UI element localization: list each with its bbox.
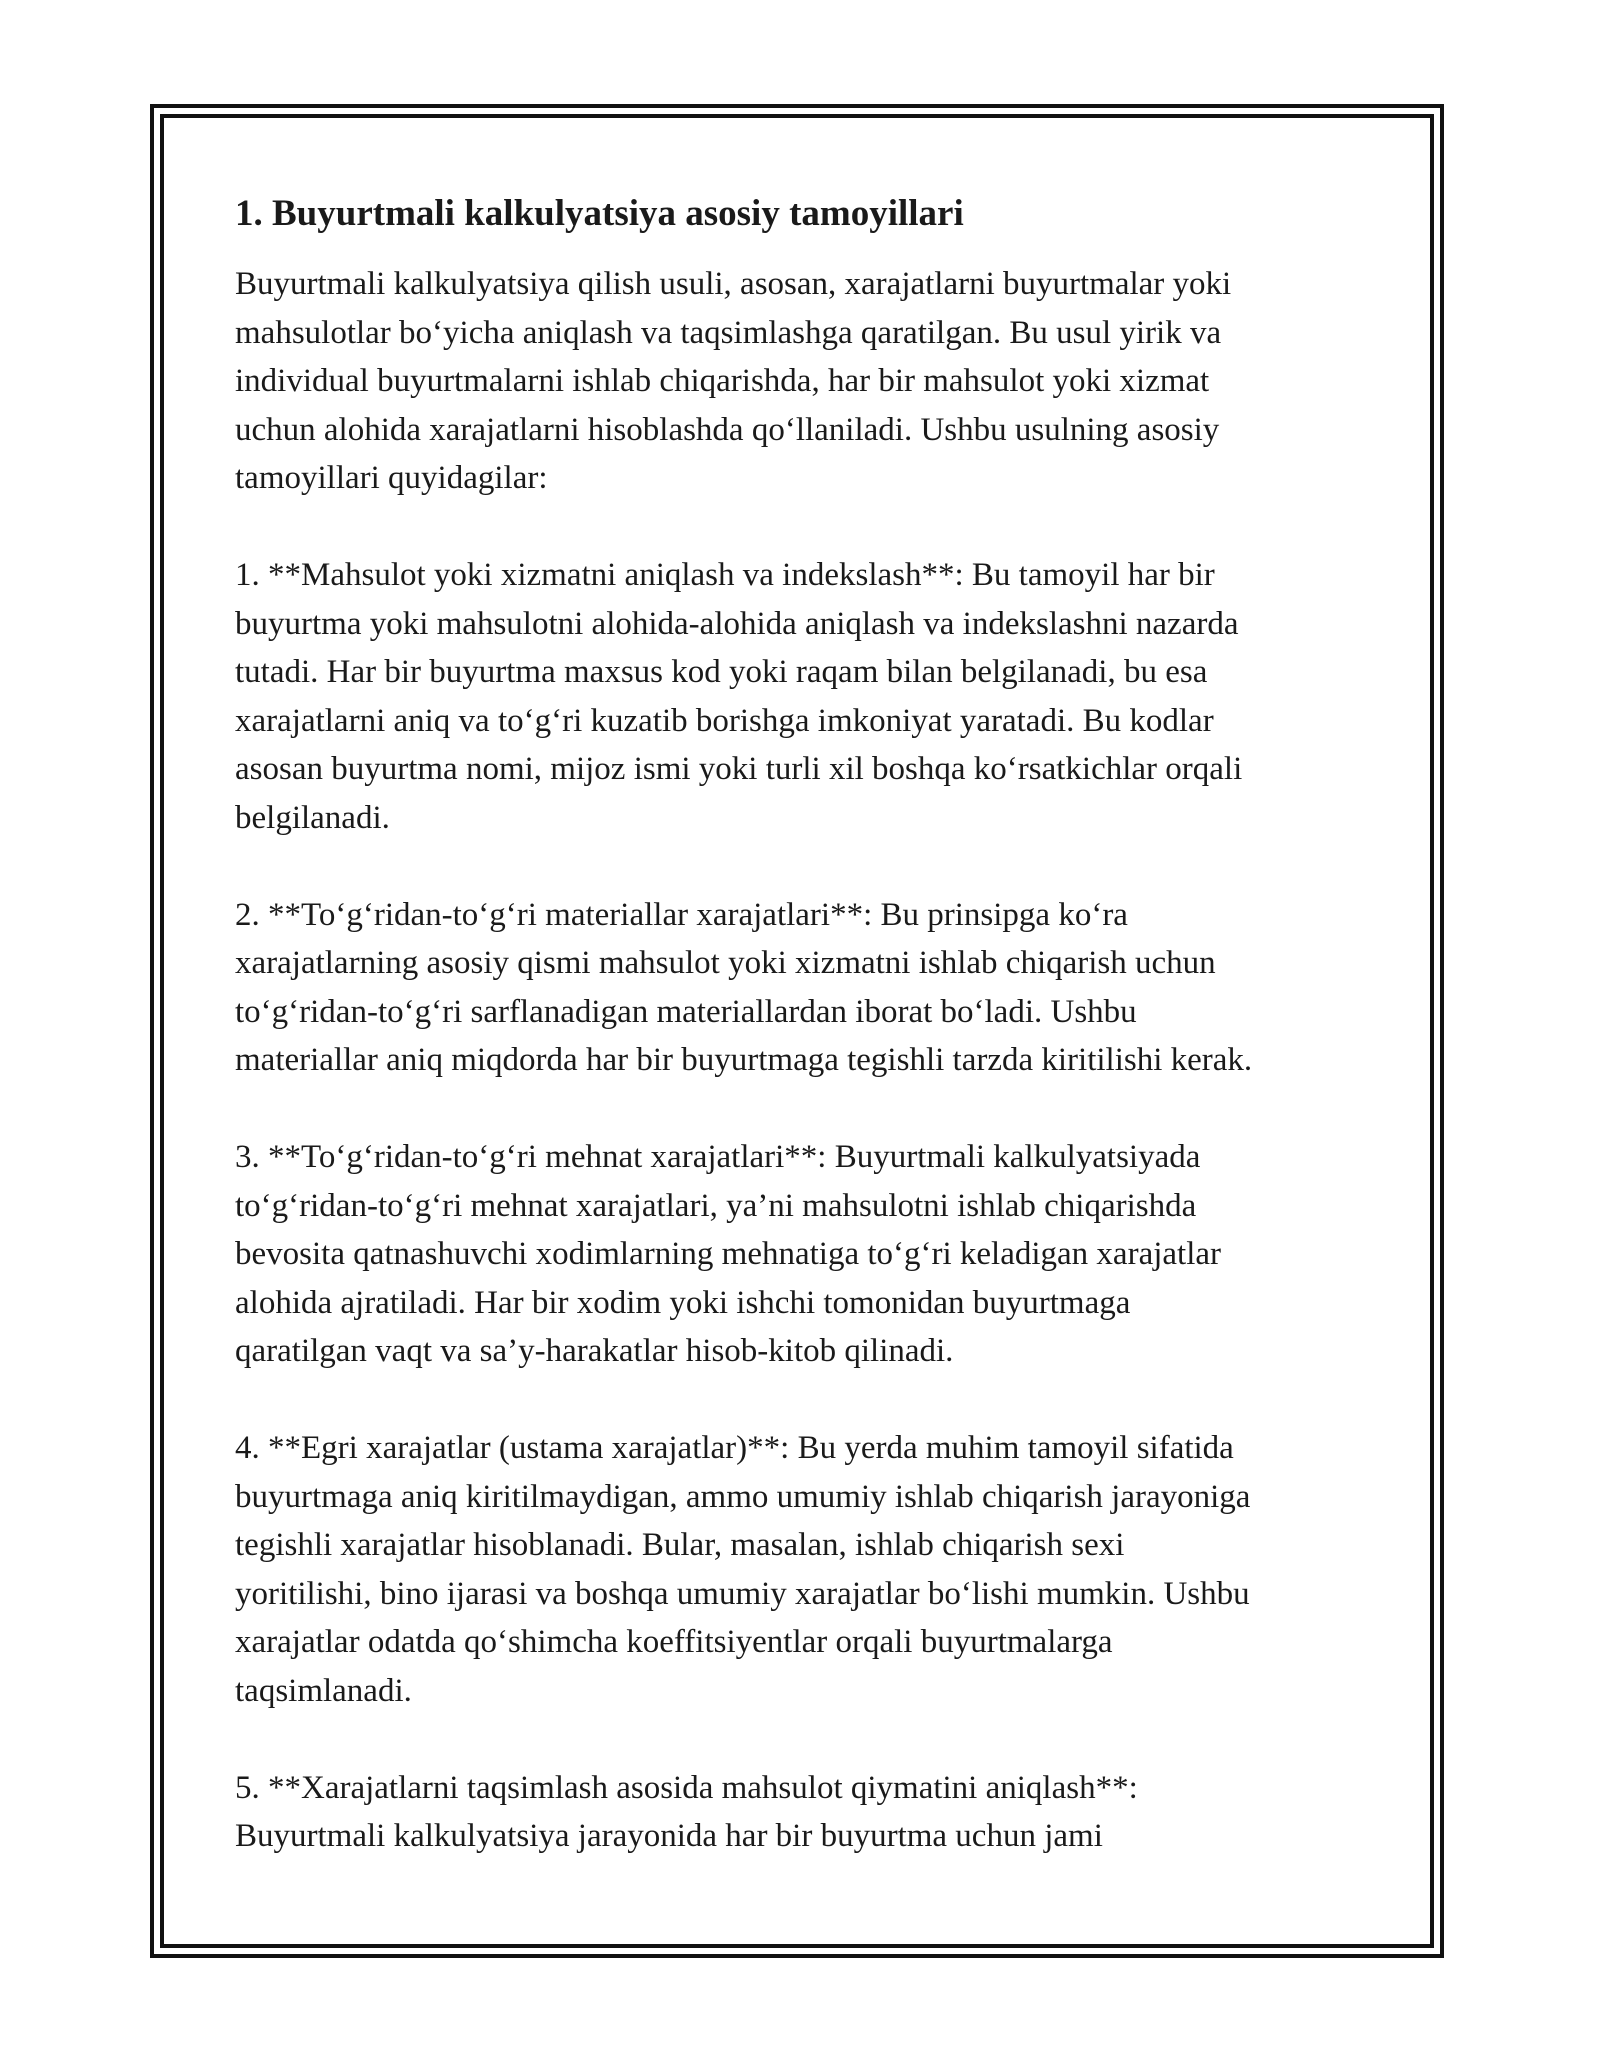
text-line: individual buyurtmalarni ishlab chiqarishda, har bir mahsulot yoki xizmat bbox=[235, 363, 1210, 399]
principle-paragraph-2 bbox=[235, 891, 1385, 1085]
text-line: asosan buyurtma nomi, mijoz ismi yoki turli xil boshqa ko‘rsatkichlar orqali bbox=[235, 751, 1243, 787]
text-line: Buyurtmali kalkulyatsiya qilish usuli, asosan, xarajatlarni buyurtmalar yoki bbox=[235, 266, 1232, 302]
principle-paragraph-1 bbox=[235, 551, 1385, 842]
intro-paragraph bbox=[235, 260, 1385, 503]
text-line: xarajatlarni aniq va to‘g‘ri kuzatib borishga imkoniyat yaratadi. Bu kodlar bbox=[235, 702, 1214, 739]
text-line: to‘g‘ridan-to‘g‘ri sarflanadigan materiallardan iborat bo‘ladi. Ushbu bbox=[235, 993, 1137, 1030]
text-line: tegishli xarajatlar hisoblanadi. Bular, masalan, ishlab chiqarish sexi bbox=[235, 1527, 1125, 1563]
text-line: 2. **To‘g‘ridan-to‘g‘ri materiallar xarajatlari**: Bu prinsipga ko‘ra bbox=[235, 896, 1128, 933]
text-line: Buyurtmali kalkulyatsiya jarayonida har bir buyurtma uchun jami bbox=[235, 1818, 1103, 1854]
text-line: mahsulotlar bo‘yicha aniqlash va taqsimlashga qaratilgan. Bu usul yirik va bbox=[235, 314, 1222, 351]
text-line: tutadi. Har bir buyurtma maxsus kod yoki raqam bilan belgilanadi, bu esa bbox=[235, 654, 1208, 690]
text-line: xarajatlar odatda qo‘shimcha koeffitsiyentlar orqali buyurtmalarga bbox=[235, 1624, 1113, 1660]
principle-paragraph-3 bbox=[235, 1133, 1385, 1376]
text-line: 3. **To‘g‘ridan-to‘g‘ri mehnat xarajatlari**: Buyurtmali kalkulyatsiyada bbox=[235, 1139, 1201, 1175]
text-line: qaratilgan vaqt va sa’y-harakatlar hisob-kitob qilinadi. bbox=[235, 1333, 954, 1369]
text-line: alohida ajratiladi. Har bir xodim yoki ishchi tomonidan buyurtmaga bbox=[235, 1284, 1131, 1321]
text-line: 1. **Mahsulot yoki xizmatni aniqlash va indekslash**: Bu tamoyil har bir bbox=[235, 557, 1215, 593]
text-line: to‘g‘ridan-to‘g‘ri mehnat xarajatlari, ya’ni mahsulotni ishlab chiqarishda bbox=[235, 1187, 1197, 1224]
document-body bbox=[235, 186, 1385, 1909]
text-line: yoritilishi, bino ijarasi va boshqa umumiy xarajatlar bo‘lishi mumkin. Ushbu bbox=[235, 1575, 1250, 1612]
text-line: buyurtmaga aniq kiritilmaydigan, ammo umumiy ishlab chiqarish jarayoniga bbox=[235, 1478, 1251, 1515]
text-line: materiallar aniq miqdorda har bir buyurtmaga tegishli tarzda kiritilishi kerak. bbox=[235, 1042, 1253, 1078]
text-line: buyurtma yoki mahsulotni alohida-alohida aniqlash va indekslashni nazarda bbox=[235, 605, 1239, 642]
principle-paragraph-4 bbox=[235, 1424, 1385, 1715]
text-line: bevosita qatnashuvchi xodimlarning mehnatiga to‘g‘ri keladigan xarajatlar bbox=[235, 1236, 1222, 1272]
text-line: 4. **Egri xarajatlar (ustama xarajatlar)**: Bu yerda muhim tamoyil sifatida bbox=[235, 1430, 1234, 1466]
text-line: uchun alohida xarajatlarni hisoblashda qo‘llaniladi. Ushbu usulning asosiy bbox=[235, 411, 1220, 448]
text-line: tamoyillari quyidagilar: bbox=[235, 460, 548, 496]
principle-paragraph-5 bbox=[235, 1764, 1385, 1861]
text-line: taqsimlanadi. bbox=[235, 1672, 412, 1709]
text-line: 5. **Xarajatlarni taqsimlash asosida mahsulot qiymatini aniqlash**: bbox=[235, 1769, 1138, 1806]
section-heading: 1. Buyurtmali kalkulyatsiya asosiy tamoyillari bbox=[235, 193, 964, 234]
text-line: xarajatlarning asosiy qismi mahsulot yoki xizmatni ishlab chiqarish uchun bbox=[235, 945, 1216, 981]
text-line: belgilanadi. bbox=[235, 799, 390, 836]
